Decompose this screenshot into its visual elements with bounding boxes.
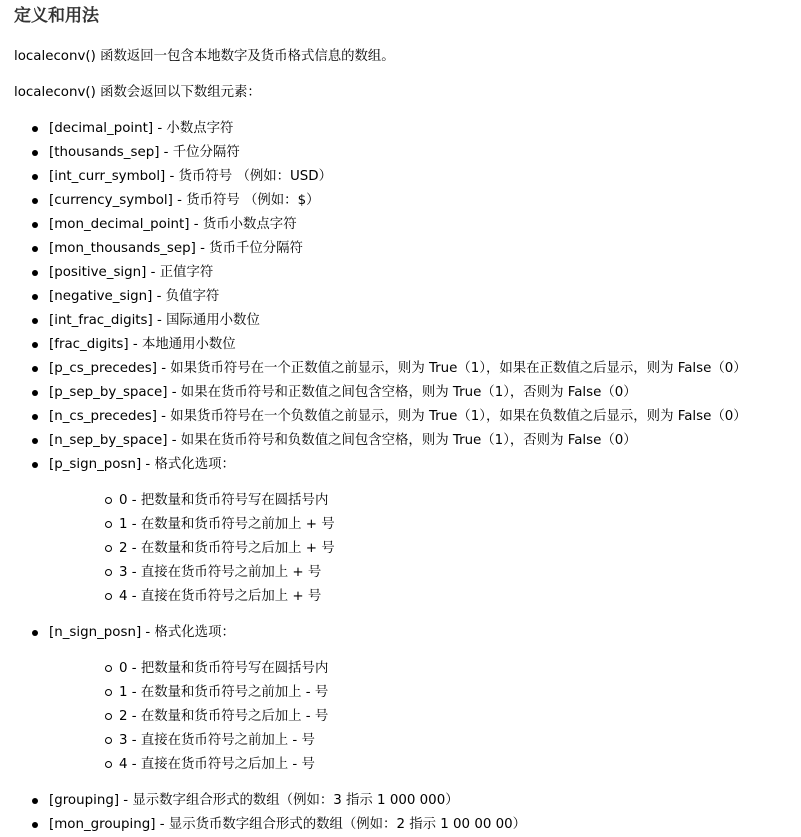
intro-paragraph: localeconv() 函数返回一包含本地数字及货币格式信息的数组。	[14, 49, 395, 64]
n-sign-posn-option: 4 - 直接在货币符号之后加上 - 号	[49, 753, 801, 777]
n-sign-posn-option: 1 - 在数量和货币符号之前加上 - 号	[49, 681, 801, 705]
list-item-decimal-point: [decimal_point] - 小数点字符	[14, 117, 801, 141]
list-item-mon-grouping: [mon_grouping] - 显示货币数字组合形式的数组（例如：2 指示 1 00 00 00）	[14, 813, 801, 837]
list-item-grouping: [grouping] - 显示数字组合形式的数组（例如：3 指示 1 000 000）	[14, 789, 801, 813]
n-sign-posn-label: [n_sign_posn] - 格式化选项：	[49, 625, 235, 640]
list-item-n-sign-posn	[14, 621, 801, 777]
p-sign-posn-option: 4 - 直接在货币符号之后加上 + 号	[49, 585, 801, 609]
n-sign-posn-option: 0 - 把数量和货币符号写在圆括号内	[49, 657, 801, 681]
content-area	[14, 0, 801, 837]
list-item-p-cs-precedes: [p_cs_precedes] - 如果货币符号在一个正数值之前显示，则为 True（1），如果在正数值之后显示，则为 False（0）	[14, 357, 801, 381]
n-sign-posn-option: 3 - 直接在货币符号之前加上 - 号	[49, 729, 801, 753]
p-sign-posn-options	[49, 489, 801, 609]
list-item-p-sep-by-space: [p_sep_by_space] - 如果在货币符号和正数值之间包含空格，则为 True（1），否则为 False（0）	[14, 381, 801, 405]
list-item-thousands-sep: [thousands_sep] - 千位分隔符	[14, 141, 801, 165]
p-sign-posn-option: 2 - 在数量和货币符号之后加上 + 号	[49, 537, 801, 561]
list-item-positive-sign: [positive_sign] - 正值字符	[14, 261, 801, 285]
list-item-n-sep-by-space: [n_sep_by_space] - 如果在货币符号和负数值之间包含空格，则为 True（1），否则为 False（0）	[14, 429, 801, 453]
n-sign-posn-options	[49, 657, 801, 777]
list-item-negative-sign: [negative_sign] - 负值字符	[14, 285, 801, 309]
list-item-mon-thousands-sep: [mon_thousands_sep] - 货币千位分隔符	[14, 237, 801, 261]
list-item-int-frac-digits: [int_frac_digits] - 国际通用小数位	[14, 309, 801, 333]
list-item-frac-digits: [frac_digits] - 本地通用小数位	[14, 333, 801, 357]
p-sign-posn-label: [p_sign_posn] - 格式化选项：	[49, 457, 235, 472]
elements-intro-paragraph: localeconv() 函数会返回以下数组元素：	[14, 85, 261, 100]
list-item-p-sign-posn	[14, 453, 801, 609]
list-item-mon-decimal-point: [mon_decimal_point] - 货币小数点字符	[14, 213, 801, 237]
p-sign-posn-option: 1 - 在数量和货币符号之前加上 + 号	[49, 513, 801, 537]
list-item-currency-symbol: [currency_symbol] - 货币符号 （例如：$）	[14, 189, 801, 213]
p-sign-posn-option: 3 - 直接在货币符号之前加上 + 号	[49, 561, 801, 585]
list-item-int-curr-symbol: [int_curr_symbol] - 货币符号 （例如：USD）	[14, 165, 801, 189]
p-sign-posn-option: 0 - 把数量和货币符号写在圆括号内	[49, 489, 801, 513]
n-sign-posn-option: 2 - 在数量和货币符号之后加上 - 号	[49, 705, 801, 729]
section-heading: 定义和用法	[14, 6, 99, 26]
list-item-n-cs-precedes: [n_cs_precedes] - 如果货币符号在一个负数值之前显示，则为 True（1），如果在负数值之后显示，则为 False（0）	[14, 405, 801, 429]
array-elements-list	[14, 117, 801, 837]
